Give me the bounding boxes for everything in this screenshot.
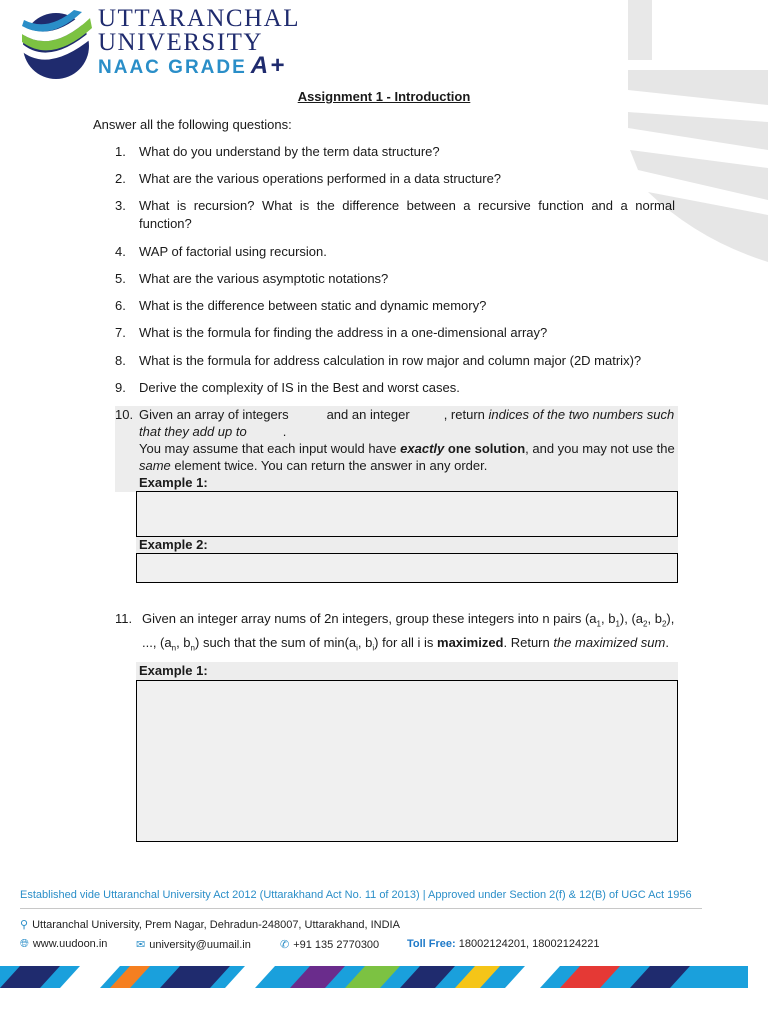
question-number: 4.	[115, 244, 126, 259]
toll-free-numbers: 18002124201, 18002124221	[458, 938, 600, 950]
establishment-note: Established vide Uttaranchal University Act 2012 (Uttarakhand Act No. 11 of 2013) | Approved under Section 2(f) & 12(B) of UGC Act 1956	[20, 889, 692, 901]
q10-line2-d: , and you may not use the	[525, 441, 675, 456]
q11-text-e: . Return	[503, 634, 550, 650]
phone-icon: ✆	[280, 939, 290, 951]
globe-icon: 🌐︎	[20, 938, 29, 950]
q10-line2-a: You may assume that each input would have	[139, 441, 397, 456]
q10-example1-label: Example 1:	[139, 475, 208, 490]
question-text: What is recursion? What is the difference between a recursive function and a normal function?	[139, 198, 675, 231]
naac-grade: A+	[250, 52, 287, 79]
q11-text-f: the maximized sum	[553, 634, 666, 650]
q10-example2-box	[136, 553, 678, 583]
phone-item	[280, 938, 379, 951]
question-number: 10.	[115, 407, 134, 422]
university-logo	[18, 8, 94, 80]
q11-maximized: maximized	[437, 634, 504, 650]
question-number: 11.	[115, 611, 133, 626]
q11-text-c: ) such that the sum of min(a	[195, 634, 357, 650]
website-link[interactable]: www.uudoon.in	[32, 938, 108, 950]
question-number: 9.	[115, 380, 126, 395]
location-pin-icon: ⚲	[20, 919, 29, 931]
question-number: 6.	[115, 298, 126, 313]
q11-text-d: ) for all i is	[374, 634, 434, 650]
q10-line2-e: same	[139, 458, 171, 473]
question-text: What is the formula for finding the address in a one-dimensional array?	[139, 325, 548, 340]
question-text: Derive the complexity of IS in the Best and worst cases.	[139, 380, 460, 395]
q10-part1: Given an array of integers	[139, 407, 289, 422]
q11-example1-label: Example 1:	[139, 663, 208, 678]
question-number: 1.	[115, 144, 126, 159]
q10-line2-f: element twice. You can return the answer in any order.	[174, 458, 488, 473]
phone-number: +91 135 2770300	[293, 939, 380, 951]
website-item[interactable]	[20, 938, 107, 951]
address-text: Uttaranchal University, Prem Nagar, Dehradun-248007, Uttarakhand, INDIA	[32, 919, 400, 931]
question-10-text	[139, 406, 675, 474]
question-number: 7.	[115, 325, 126, 340]
question-number: 3.	[115, 198, 126, 213]
q11-text-a: Given an integer array nums of 2n integers, group these integers into n pairs (a	[142, 611, 597, 626]
question-text: What do you understand by the term data structure?	[139, 144, 440, 159]
assignment-title: Assignment 1 - Introduction	[297, 89, 471, 104]
question-text: What is the difference between static and dynamic memory?	[139, 298, 487, 313]
toll-free-item	[407, 938, 599, 950]
q10-part3: , return	[443, 407, 485, 422]
question-11-text: Given an integer array nums of 2n integers, group these integers into n pairs ($a_1$, $b_1$), ($a_2$, $b_2$), ..., ($a_n$, $b_n$) such that the sum of $\min(a_i$, $b_i$) for all i is maximized. Return the maximized sum.	[142, 611, 675, 653]
q10-line2-b: exactly	[400, 441, 445, 456]
q11-text-b: ..., (a	[142, 634, 172, 650]
question-text: WAP of factorial using recursion.	[139, 244, 327, 259]
q10-line2-c: one solution	[447, 441, 526, 456]
question-number: 2.	[115, 171, 126, 186]
email-link[interactable]: university@uumail.in	[149, 939, 251, 951]
q10-part2: and an integer	[326, 407, 410, 422]
university-name-line2: UNIVERSITY	[98, 29, 263, 56]
question-number: 8.	[115, 353, 126, 368]
question-number: 5.	[115, 271, 126, 286]
q10-example1-box	[136, 491, 678, 537]
toll-free-label: Toll Free:	[407, 938, 456, 950]
q11-example-shading	[136, 662, 678, 680]
q10-example2-label: Example 2:	[139, 537, 208, 552]
university-name-line1: UTTARANCHAL	[98, 5, 300, 32]
instructions-text: Answer all the following questions:	[93, 117, 292, 132]
question-text: What is the formula for address calculation in row major and column major (2D matrix)?	[139, 353, 642, 368]
q11-example1-box	[136, 680, 678, 842]
question-text: What are the various asymptotic notations?	[139, 271, 389, 286]
naac-text: NAAC GRADE	[98, 57, 247, 78]
footer-address	[20, 918, 400, 931]
footer-contact-row	[20, 938, 720, 956]
q10-part5: .	[282, 424, 287, 439]
footer-divider	[20, 908, 702, 909]
envelope-icon: ✉	[136, 939, 146, 951]
q10-part4: indices of the two numbers such that they add up to	[139, 407, 675, 439]
q11-text-g: .	[665, 634, 669, 650]
footer-color-stripe	[0, 966, 748, 988]
email-item[interactable]	[136, 938, 251, 951]
question-text: What are the various operations performed in a data structure?	[139, 171, 502, 186]
naac-grade-badge	[98, 54, 286, 80]
